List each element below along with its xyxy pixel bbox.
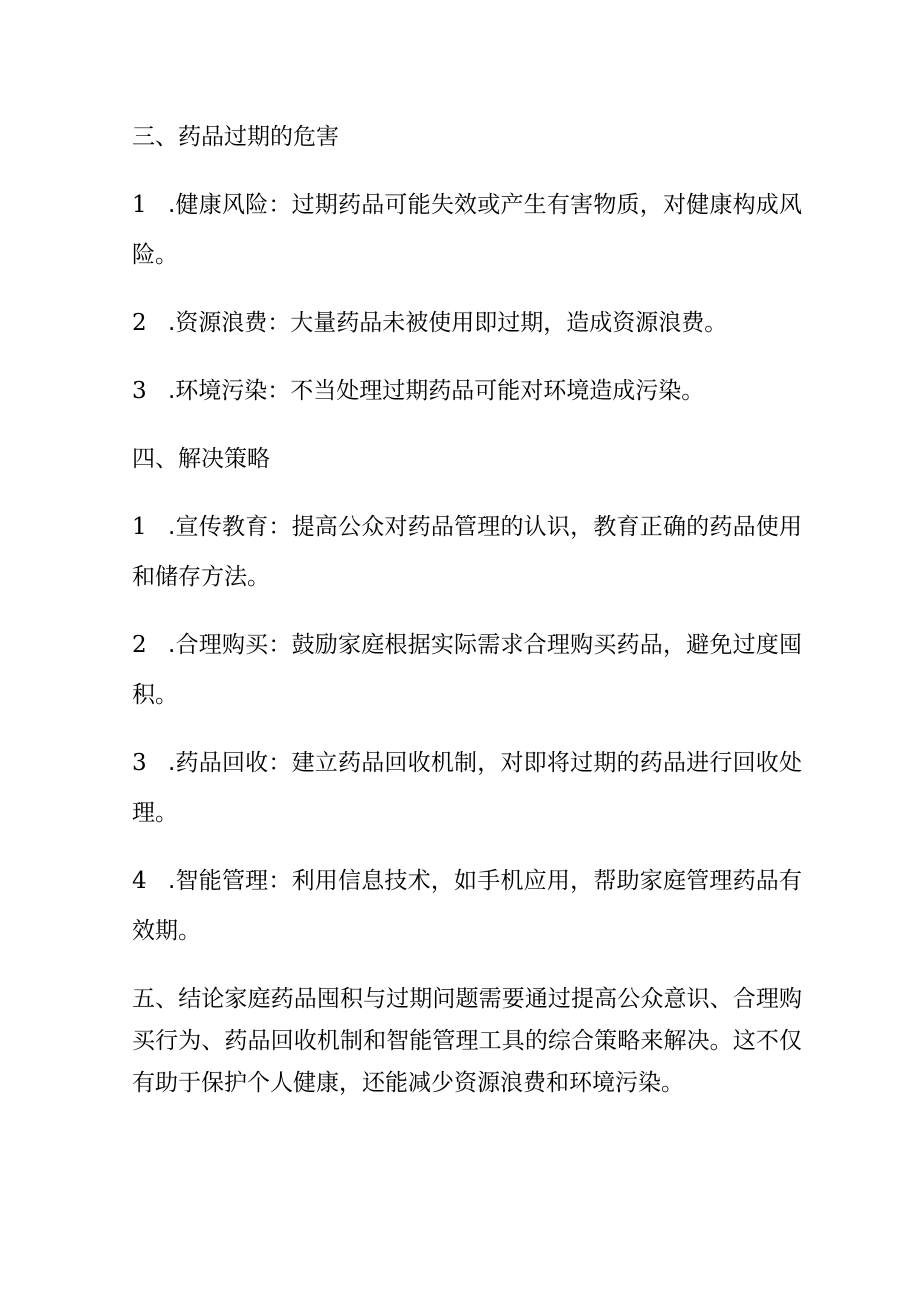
section-4-heading: 四、解决策略: [132, 446, 270, 472]
section-3-heading: 三、药品过期的危害: [132, 124, 339, 150]
s4-item-2: [132, 620, 802, 720]
s4-item-4: [132, 856, 802, 956]
item-number: 2: [132, 632, 147, 658]
item-number: 1: [132, 192, 147, 218]
item-text: .环境污染：不当处理过期药品可能对环境造成污染。: [168, 378, 705, 404]
s3-item-3: [132, 366, 802, 416]
item-text: .合理购买：鼓励家庭根据实际需求合理购买药品，避免过度囤积。: [132, 632, 802, 708]
item-number: 1: [132, 514, 147, 540]
item-text: .宣传教育：提高公众对药品管理的认识，教育正确的药品使用和储存方法。: [132, 514, 802, 590]
item-number: 3: [132, 750, 147, 776]
item-number: 2: [132, 310, 147, 336]
item-number: 4: [132, 868, 147, 894]
s4-item-3: [132, 738, 802, 838]
s4-item-1: [132, 502, 802, 602]
item-text: .智能管理：利用信息技术，如手机应用，帮助家庭管理药品有效期。: [132, 868, 802, 944]
s3-item-2: [132, 298, 802, 348]
item-text: .药品回收：建立药品回收机制，对即将过期的药品进行回收处理。: [132, 750, 802, 826]
s3-item-1: [132, 180, 802, 280]
item-text: .健康风险：过期药品可能失效或产生有害物质，对健康构成风险。: [132, 192, 802, 268]
document-page: [132, 112, 802, 1104]
item-text: .资源浪费：大量药品未被使用即过期，造成资源浪费。: [168, 310, 728, 336]
item-number: 3: [132, 378, 147, 404]
section-5-conclusion: 五、结论家庭药品囤积与过期问题需要通过提高公众意识、合理购买行为、药品回收机制和智能管理工具的综合策略来解决。这不仅有助于保护个人健康，还能减少资源浪费和环境污染。: [132, 986, 802, 1096]
